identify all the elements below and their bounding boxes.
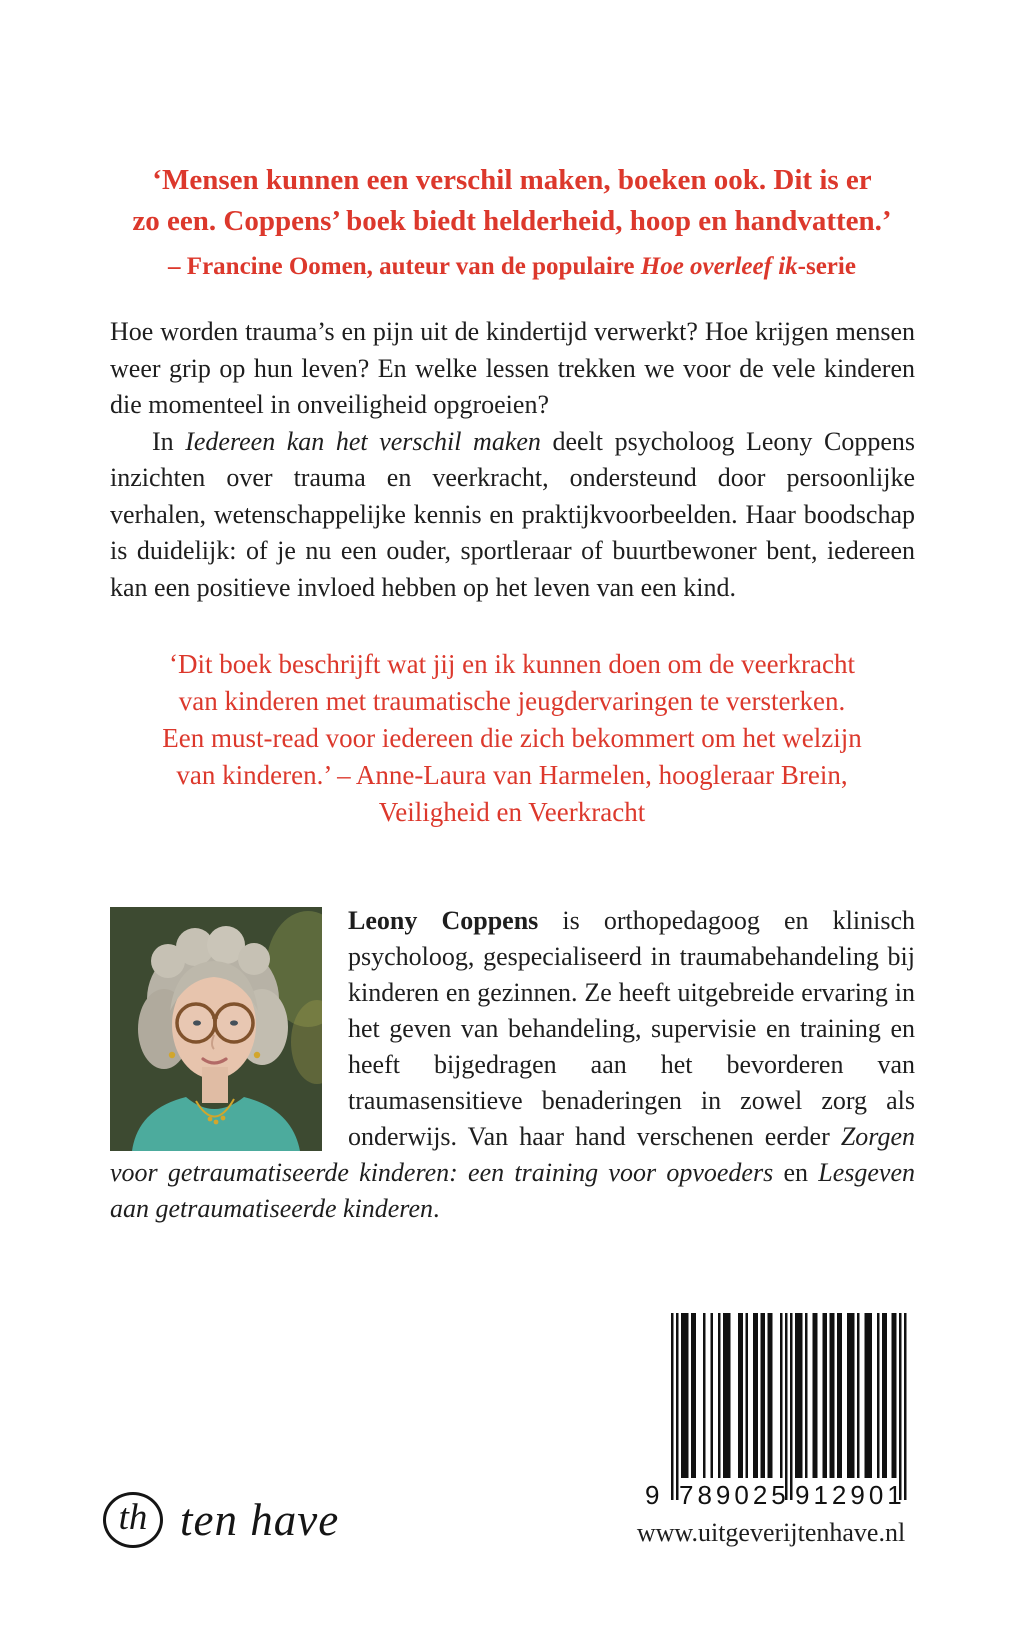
- publisher-name: ten have: [180, 1495, 340, 1545]
- attribution-series-title: Hoe overleef ik: [640, 253, 798, 280]
- barcode-bars: [671, 1313, 907, 1500]
- quote-line: Veiligheid en Veerkracht: [378, 797, 646, 827]
- isbn-group-1: 789025: [679, 1480, 790, 1510]
- bio-segment: is orthopedagoog en klinisch psycholoog, gespecialiseerd in traumabehandeling bij kinderen en gezinnen. Ze heeft uitgebreide ervaring in het geven van behandeling, supervisie en training en heeft bijgedragen aan het bevorderen van traumasensitieve benaderingen in zowel zorg als onderwijs. Van haar hand verschenen eerder: [348, 906, 915, 1151]
- quote-line: ‘Dit boek beschrijft wat jij en ik kunnen doen om de veerkracht: [168, 649, 856, 679]
- blurb-text: In: [152, 426, 186, 456]
- author-bio: [110, 903, 915, 1227]
- attribution-suffix: -serie: [797, 253, 856, 280]
- isbn-group-2: 912901: [795, 1480, 906, 1510]
- quote-line-1: ‘Mensen kunnen een verschil maken, boeken ook. Dit is er: [152, 164, 872, 196]
- book-title: Iedereen kan het verschil maken: [185, 426, 541, 456]
- author-photo: [110, 907, 322, 1151]
- blurb-text: deelt psycholoog Leony Coppens inzichten over trauma en veerkracht, ondersteund door persoonlijke verhalen, wetenschappelijke kennis en praktijkvoorbeelden. Haar boodschap is duidelijk: of je nu een ouder, sportleraar of buurtbewoner bent, iedereen kan een positieve invloed hebben op het leven van een kind.: [110, 426, 915, 602]
- author-name: Leony Coppens: [348, 906, 539, 935]
- blurb-paragraph-2: [110, 424, 915, 607]
- publisher-website: www.uitgeverijtenhave.nl: [636, 1518, 906, 1547]
- quote-line: Een must-read voor iedereen die zich bekommert om het welzijn: [162, 723, 862, 753]
- bio-segment: .: [433, 1194, 440, 1223]
- isbn-number: [645, 1480, 907, 1510]
- quote-line-2: zo een. Coppens’ boek biedt helderheid, hoop en handvatten.’: [132, 205, 892, 237]
- quote-line: van kinderen met traumatische jeugdervaringen te versterken.: [178, 686, 846, 716]
- endorsement-quote-middle: [0, 646, 1024, 831]
- book-blurb: [110, 314, 915, 606]
- quote-attribution: [50, 248, 974, 286]
- isbn-digit-first: 9: [645, 1480, 660, 1510]
- endorsement-quote-top: [50, 160, 974, 286]
- isbn-barcode: [645, 1313, 907, 1513]
- publisher-logo: [103, 1492, 339, 1548]
- quote-line: van kinderen.’ – Anne-Laura van Harmelen, hoogleraar Brein,: [176, 760, 848, 790]
- bio-segment: en: [773, 1158, 819, 1187]
- attribution-text: – Francine Oomen, auteur van de populaire: [168, 253, 641, 280]
- previous-book-title-2: Lesgeven aan getraumatiseerde kinderen: [110, 1158, 915, 1223]
- blurb-paragraph-1: Hoe worden trauma’s en pijn uit de kindertijd verwerkt? Hoe krijgen mensen weer grip op hun leven? En welke lessen trekken we voor de vele kinderen die momenteel in onveiligheid opgroeien?: [110, 317, 915, 419]
- previous-book-title-1: Zorgen voor getraumatiseerde kinderen: een training voor opvoeders: [110, 1122, 915, 1187]
- publisher-monogram: th: [103, 1492, 163, 1548]
